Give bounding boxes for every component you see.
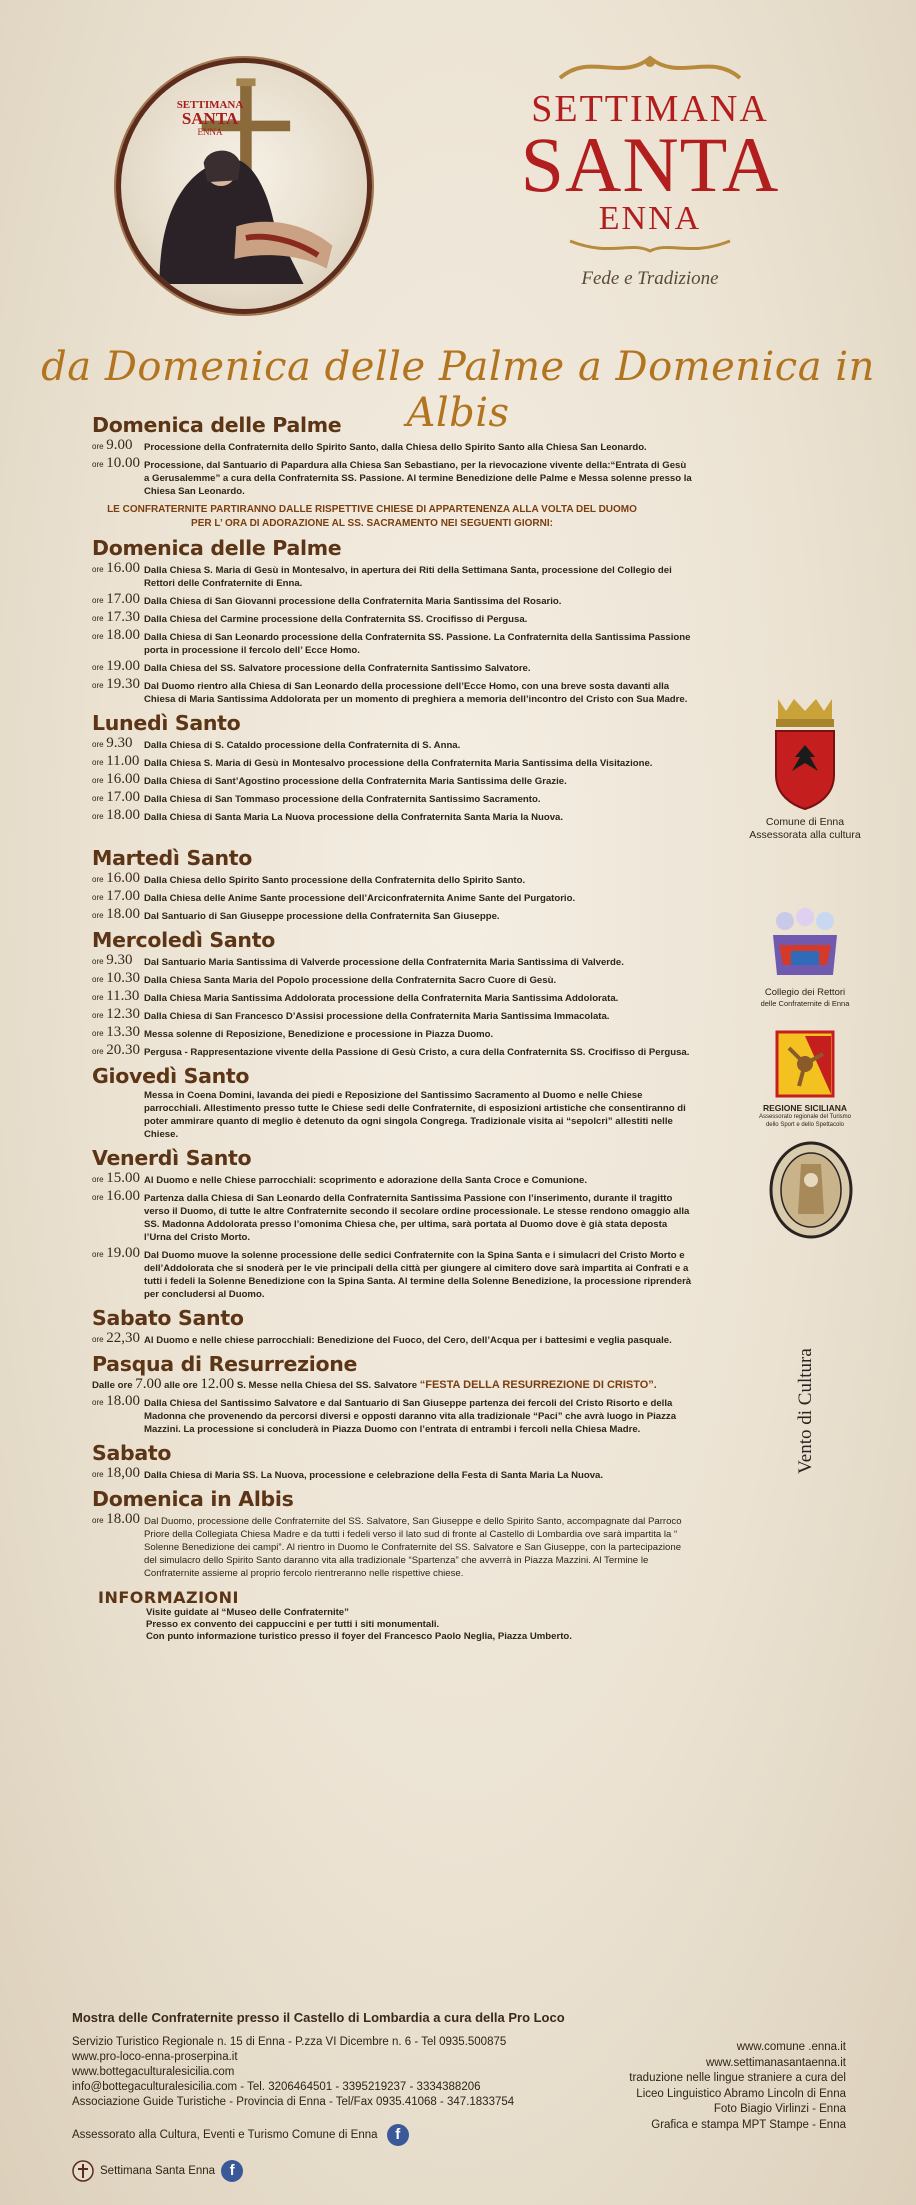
event: ore 9.30 Dal Santuario Maria Santissima di Valverde processione della Confraternita Maria Santissima di Valverde. [92,952,624,968]
event: ore 20.30 Pergusa - Rappresentazione vivente della Passione di Gesù Cristo, a cura della Confraternita SS. Crocifisso di Pergusa. [92,1042,690,1058]
event: ore 12.30 Dalla Chiesa di San Francesco D’Assisi processione della Confraternita Maria Santissima Immacolata. [92,1006,610,1022]
day-title: Venerdì Santo [92,1146,252,1170]
event: ore 15.00 Al Duomo e nelle Chiese parrocchiali: scoprimento e adorazione della Santa Croce e Comunione. [92,1170,588,1186]
brand-word-settimana: SETTIMANA [531,88,769,130]
info-line: Con punto informazione turistico presso il foyer del Francesco Paolo Neglia, Piazza Umberto. [146,1631,572,1642]
event: ore 18.00 Dal Duomo, processione delle Confraternite del SS. Salvatore, San Giuseppe e dello Spirito Santo, accompagnate dal Parroco Priore della Collegiata Chiesa Madre e da tutti i fedeli verso il lato sud di fronte al Castello di Lombardia ove sarà impartita la “ Solenne Benedizione dei campi”. Al rientro in Duomo le Confraternite del SS. Salvatore e San Giuseppe, con la partecipazione del simulacro dello Spirito Santo daranno vita alla tradizionale “Spartenza” che avverrà in Piazza Mazzini. Al Termine le Confraternite assieme al proprio fercolo rientreranno nelle rispettive chiese. [92,1511,682,1579]
event-pasqua-intro: Dalle ore 7.00 alle ore 12.00 S. Messe nella Chiesa del SS. Salvatore “FESTA DELLA RESURREZIONE DI CRISTO”. [92,1376,657,1392]
day-title: Giovedì Santo [92,1064,250,1088]
facebook-icon[interactable]: f [221,2160,243,2182]
event: ore 18.00 Dalla Chiesa di San Leonardo processione della Confraternita SS. Passione. La Confraternita della Santissima Passione porta in processione il fercolo dell’ Ecce Homo. [92,627,691,656]
event: ore 19.00 Dalla Chiesa del SS. Salvatore processione della Confraternita Santissimo Salvatore. [92,658,531,674]
event: ore 11.00 Dalla Chiesa S. Maria di Gesù in Montesalvo processione della Confraternita Maria Santissima della Visitazione. [92,753,653,769]
event: ore 16.00 Dalla Chiesa S. Maria di Gesù in Montesalvo, in apertura dei Riti della Settimana Santa, processione del Collegio dei Rettori delle Confraternite di Enna. [92,560,672,589]
vento-di-cultura-logo [790,1320,820,1510]
event: ore 17.00 Dalla Chiesa di San Giovanni processione della Confraternita Maria Santissima del Rosario. [92,591,562,607]
ornament-top-icon [550,52,750,84]
regione-siciliana-icon [775,1030,835,1098]
info-line: Visite guidate al “Museo delle Confraternite” [146,1607,349,1618]
collegio-caption-2: delle Confraternite di Enna [760,999,850,1008]
vento-di-cultura-text: Vento di Cultura [795,1348,816,1474]
comune-caption-2: Assessorata alla cultura [749,829,861,841]
event: ore 18,00 Dalla Chiesa di Maria SS. La Nuova, processione e celebrazione della Festa di Santa Maria La Nuova. [92,1465,604,1481]
footer-right [500,2040,846,2133]
regione-caption-2: Assessorato regionale del Turismo [758,1114,852,1120]
mini-logo-line1: SETTIMANA [176,99,244,111]
day-title: Domenica delle Palme [92,536,342,560]
footer-line: Associazione Guide Turistiche - Provincia di Enna - Tel/Fax 0935.41068 - 347.1833754 [72,2096,515,2108]
parish-seal-icon [766,1140,856,1240]
sponsor-collegio [735,905,875,1009]
event: ore 9.00 Processione della Confraternita dello Spirito Santo, dalla Chiesa dello Spirito Santo alla Chiesa San Leonardo. [92,437,647,453]
event: ore 16.00 Partenza dalla Chiesa di San Leonardo della Confraternita Santissima Passione con l’inserimento, durante il tragitto verso il Duomo, di tutte le altre Confraternite secondo il secolare ordine processionale. Le stesse rendono omaggio alla SS. Madonna Addolorata presso l’omonima Chiesa che, per ultima, sarà portata al Duomo dove è già stata deposta l’Urna del Cristo Morto. [92,1188,690,1243]
footer-link[interactable]: www.pro-loco-enna-proserpina.it [72,2051,238,2063]
mini-logo [170,100,250,137]
event: ore 10.30 Dalla Chiesa Santa Maria del Popolo processione della Confraternita Sacro Cuore di Gesù. [92,970,557,986]
footer-line: Servizio Turistico Regionale n. 15 di Enna - P.zza VI Dicembre n. 6 - Tel 0935.500875 [72,2036,507,2048]
comune-caption-1: Comune di Enna [765,816,845,828]
schedule [92,408,692,1643]
fb-page-row [72,2160,592,2182]
footer-link[interactable]: www.comune .enna.it [736,2041,846,2053]
footer-credit: traduzione nelle lingue straniere a cura del [629,2072,846,2084]
ornament-bottom-icon [550,237,750,257]
fb-page-text: Settimana Santa Enna [100,2164,216,2177]
facebook-icon[interactable]: f [387,2124,409,2146]
collegio-logo-icon [765,905,845,981]
sponsor-comune [730,695,880,842]
day-title: Martedì Santo [92,846,253,870]
event: ore 19.30 Dal Duomo rientro alla Chiesa di San Leonardo della processione dell’Ecce Homo, con una breve sosta davanti alla Chiesa di Maria Santissima Addolorata per un momento di preghiera a memoria dell’incontro del Cristo con Sua Madre. [92,676,688,705]
info-line: Presso ex convento dei cappuccini e per tutti i siti monumentali. [146,1619,440,1630]
event: ore 10.00 Processione, dal Santuario di Papardura alla Chiesa San Sebastiano, per la rievocazione vivente della:“Entrata di Gesù a Gerusalemme” a cura della Confraternita SS. Passione. Al termine Benedizione delle Palme e Messa solenne presso la Chiesa San Leonardo. [92,455,692,497]
footer-credit: Grafica e stampa MPT Stampe - Enna [651,2118,846,2131]
event: ore 16.00 Dalla Chiesa dello Spirito Santo processione della Confraternita dello Spirito Santo. [92,870,526,886]
event: ore 17.00 Dalla Chiesa delle Anime Sante processione dell’Arciconfraternita Anime Sante del Purgatorio. [92,888,576,904]
day-title: Domenica delle Palme [92,413,342,437]
mini-logo-line3: ENNA [197,127,223,137]
sponsor-regione [745,1030,865,1129]
event: ore 9.30 Dalla Chiesa di S. Cataldo processione della Confraternita di S. Anna. [92,735,461,751]
event: ore 22,30 Al Duomo e nelle chiese parrocchiali: Benedizione del Fuoco, del Cero, dell’Acqua per i battesimi e veglia pasquale. [92,1330,672,1346]
day-title: Sabato Santo [92,1306,244,1330]
event: ore 11.30 Dalla Chiesa Maria Santissima Addolorata processione della Confraternita Maria Santissima Addolorata. [92,988,619,1004]
regione-caption-1: REGIONE SICILIANA [762,1103,848,1113]
mostra-text: Mostra delle Confraternite presso il Castello di Lombardia a cura della Pro Loco [72,2010,565,2025]
event: ore 18.00 Dalla Chiesa del Santissimo Salvatore e dal Santuario di San Giuseppe partenza dei fercoli del Cristo Risorto e della Madonna che provenendo da percorsi diversi e opposti daranno vita alla tradizionale “Paci” che avrà luogo in Piazza Mazzini. La processione si concluderà in Piazza Duomo con l’entrata di entrambi i fercoli nella Chiesa Madre. [92,1393,677,1435]
event: ore 17.30 Dalla Chiesa del Carmine processione della Confraternita SS. Crocifisso di Pergusa. [92,609,528,625]
brand-logo [480,52,820,290]
info-title: INFORMAZIONI [98,1588,239,1607]
event: ore 18.00 Dalla Chiesa di Santa Maria La Nuova processione della Confraternita Santa Maria la Nuova. [92,807,564,823]
settimana-santa-logo-icon [72,2160,94,2182]
event: ore 16.00 Dalla Chiesa di Sant’Agostino processione della Confraternita Maria Santissima delle Grazie. [92,771,567,787]
brand-tagline: Fede e Tradizione [581,268,719,289]
day-title: Pasqua di Resurrezione [92,1352,358,1376]
day-title: Lunedì Santo [92,711,241,735]
collegio-caption-1: Collegio dei Rettori [764,987,846,998]
headline: da Domenica delle Palme a Domenica in Albis [41,344,875,436]
footer-link[interactable]: www.bottegaculturalesicilia.com [72,2066,235,2078]
brand-word-santa: SANTA [520,121,780,208]
mini-logo-line2: SANTA [181,109,239,128]
footer-credit: Foto Biagio Virlinzi - Enna [713,2103,846,2115]
notice: LE CONFRATERNITE PARTIRANNO DALLE RISPETTIVE CHIESE DI APPARTENENZA ALLA VOLTA DEL DUOMO PER L’ ORA DI ADORAZIONE AL SS. SACRAMENTO NEI SEGUENTI GIORNI: [107,504,637,529]
regione-caption-3: dello Sport e dello Spettacolo [765,1122,845,1128]
event: ore 17.00 Dalla Chiesa di San Tommaso processione della Confraternita Santissimo Sacramento. [92,789,541,805]
brand-word-enna: ENNA [598,200,702,237]
event: ore 13.30 Messa solenne di Reposizione, Benedizione e processione in Piazza Duomo. [92,1024,494,1040]
event: ore 18.00 Dal Santuario di San Giuseppe processione della Confraternita San Giuseppe. [92,906,500,922]
footer-line: info@bottegaculturalesicilia.com - Tel. 3206464501 - 3395219237 - 3334388206 [72,2081,481,2093]
assessorato-text: Assessorato alla Cultura, Eventi e Turismo Comune di Enna [72,2129,378,2142]
parish-seal [766,1140,856,1240]
event: ore 19.00 Dal Duomo muove la solenne processione delle sedici Confraternite con la Spina Santa e i simulacri del Cristo Morto e dell’Addolorata che si snoderà per le vie principali della città per giungere al cimitero dove sarà impartita ai Confrati e a tutti i fedeli la Solenne Benedizione con la Spina Santa. Al termine della Solenne Benedizione, la processione riprenderà per concludersi al Duomo. [92,1245,692,1300]
header-photo [116,58,372,314]
day-title: Domenica in Albis [92,1487,294,1511]
day-title: Sabato [92,1441,172,1465]
day-title: Mercoledì Santo [92,928,275,952]
footer-credit: Liceo Linguistico Abramo Lincoln di Enna [636,2087,846,2100]
footer-link[interactable]: www.settimanasantaenna.it [706,2056,846,2069]
comune-crest-icon [770,695,840,811]
giovedi-text: Messa in Coena Domini, lavanda dei piedi e Reposizione del Santissimo Sacramento al Duomo e nelle Chiese parrocchiali. Allestimento presso tutte le Chiese sedi delle Confraternite, di esposizioni artistiche che consentiranno di poter ammirare quanto di meglio è detenuto da ogni singola Congrega. Tradizionale visita ai “sepolcri” allestiti nelle Chiese. [144,1090,686,1140]
